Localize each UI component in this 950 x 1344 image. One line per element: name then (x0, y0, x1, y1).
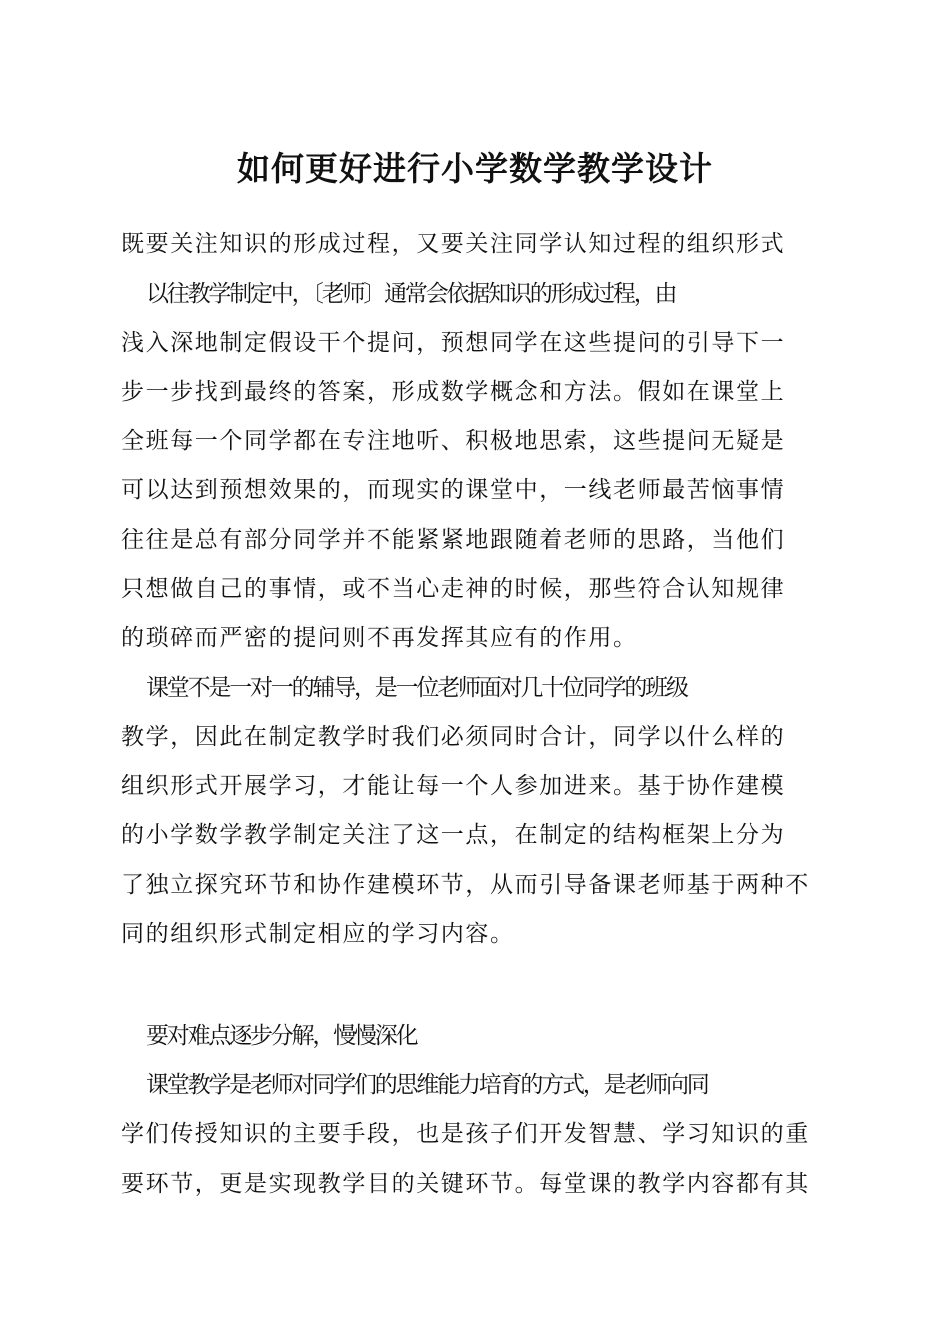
paragraph-2-line-4: 的小学数学教学制定关注了这一点，在制定的结构框架上分为 (121, 822, 786, 848)
paragraph-2-line-5: 了独立探究环节和协作建模环节，从而引导备课老师基于两种不 (121, 872, 810, 898)
paragraph-1-line-8: 的琐碎而严密的提问则不再发挥其应有的作用。 (121, 625, 638, 651)
paragraph-2-line-6: 同的组织形式制定相应的学习内容。 (121, 921, 515, 947)
paragraph-2-line-2: 教学，因此在制定教学时我们必须同时合计，同学以什么样的 (121, 724, 786, 750)
paragraph-1-line-1: 以往教学制定中，〔老师〕通常会依据知识的形成过程，由 (146, 281, 676, 307)
paragraph-1-line-7: 只想做自己的事情，或不当心走神的时候，那些符合认知规律 (121, 576, 786, 602)
paragraph-1-line-2: 浅入深地制定假设干个提问，预想同学在这些提问的引导下一 (121, 330, 786, 356)
paragraph-3-line-1: 课堂教学是老师对同学们的思维能力培育的方式，是老师向同 (146, 1072, 708, 1098)
paragraph-1-line-5: 可以达到预想效果的，而现实的课堂中，一线老师最苦恼事情 (121, 477, 786, 503)
paragraph-2-line-3: 组织形式开展学习，才能让每一个人参加进来。基于协作建模 (121, 773, 786, 799)
paragraph-3-line-2: 学们传授知识的主要手段，也是孩子们开发智慧、学习知识的重 (121, 1121, 810, 1147)
paragraph-2-line-1: 课堂不是一对一的辅导，是一位老师面对几十位同学的班级 (146, 675, 687, 701)
section-heading-2: 要对难点逐步分解，慢慢深化 (146, 1023, 417, 1049)
paragraph-1-line-6: 往往是总有部分同学并不能紧紧地跟随着老师的思路，当他们 (121, 527, 786, 553)
section-heading-1: 既要关注知识的形成过程，又要关注同学认知过程的组织形式 (121, 231, 786, 257)
document-title: 如何更好进行小学数学教学设计 (237, 149, 713, 188)
paragraph-3-line-3: 要环节，更是实现教学目的关键环节。每堂课的教学内容都有其 (121, 1171, 810, 1197)
paragraph-1-line-3: 步一步找到最终的答案，形成数学概念和方法。假如在课堂上 (121, 379, 786, 405)
paragraph-1-line-4: 全班每一个同学都在专注地听、积极地思索，这些提问无疑是 (121, 428, 786, 454)
